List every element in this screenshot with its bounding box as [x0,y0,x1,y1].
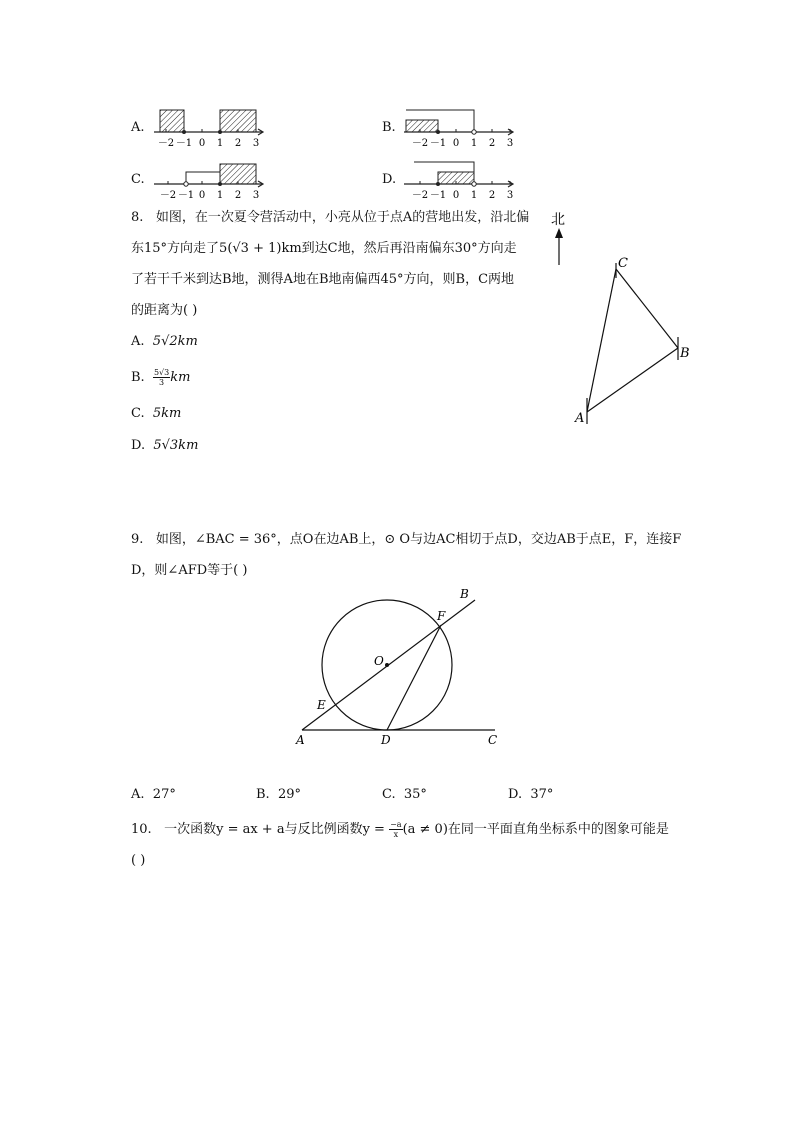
tick-label: 2 [234,190,242,201]
north-label: 北 [551,212,565,228]
option-text: 5km [152,406,182,421]
option-label: C. [131,406,145,421]
option-text: 35° [403,787,427,802]
north-arrow-icon [555,228,563,238]
q7-option-d-label: D. [382,172,397,187]
q8-figure [540,200,720,440]
q9-option-c [382,779,427,810]
q7-option-a-number-line [150,104,270,150]
point-f-label: F [437,609,446,623]
open-dot [184,182,188,186]
option-label: B. [256,787,270,802]
point-o-label: O [374,654,384,668]
unit-text: km [170,370,191,385]
tick-label: 0 [452,138,460,149]
q8-option-d [131,430,198,461]
tick-label: 0 [452,190,460,201]
fraction-numerator: −a [390,820,402,829]
tick-label: －1 [177,190,195,201]
q10-line-1 [131,814,711,845]
fraction [389,820,402,839]
point-a-label: A [296,733,305,747]
tick-label: 1 [216,190,224,201]
q8-stem [131,202,551,326]
option-text: 29° [277,787,301,802]
tick-label: 1 [216,138,224,149]
tick-label: 2 [234,138,242,149]
shaded-region [220,110,256,132]
option-label: D. [508,787,523,802]
shaded-region [406,120,438,132]
q8-line-1 [131,202,551,233]
center-dot [385,663,389,667]
open-dot [472,130,476,134]
tick-label: －2 [411,190,429,201]
q7-option-b-label: B. [382,120,396,135]
closed-dot [436,182,440,186]
q8-number: 8. [131,210,144,225]
option-label: D. [131,438,146,453]
q7-option-a-label: A. [131,120,145,135]
q9-figure [290,580,510,750]
q9-stem [131,524,701,586]
open-dot [472,182,476,186]
segment-cb [616,269,678,348]
closed-dot [218,182,222,186]
q9-option-b [256,779,301,810]
q10-text-a: 一次函数y = ax + a与反比例函数y = [164,822,390,837]
tick-label: 3 [252,138,260,149]
q8-line-2: 东15°方向走了5(√3 + 1)km到达C地，然后再沿南偏东30°方向走 [131,241,517,256]
option-label: B. [131,370,145,385]
q7-option-b-number-line [400,104,520,150]
q9-number: 9. [131,532,144,547]
segment-fd [387,625,441,730]
q10-line-2: ( ) [131,853,146,868]
q8-line-4: 的距离为( ) [131,303,198,318]
option-text: 27° [152,787,176,802]
tick-label: 1 [470,190,478,201]
option-text: 37° [530,787,554,802]
tick-label: 1 [470,138,478,149]
q8-option-b [131,362,190,393]
tick-label: 2 [488,138,496,149]
q8-option-c [131,398,181,429]
tick-label: 3 [252,190,260,201]
segment-ba [587,348,678,412]
point-b-label: B [460,587,469,601]
point-d-label: D [381,733,391,747]
option-text: 5√2km [152,334,198,349]
tick-label: 3 [506,138,514,149]
q7-option-c-number-line [150,156,270,202]
q10-number: 10. [131,822,152,837]
tick-label: 2 [488,190,496,201]
tick-label: 3 [506,190,514,201]
point-c-label: C [618,256,628,271]
q8-line-3: 了若干千米到达B地，测得A地在B地南偏西45°方向，则B，C两地 [131,272,515,287]
option-label: A. [131,787,145,802]
option-label: C. [382,787,396,802]
tick-label: －1 [175,138,193,149]
point-b-label: B [680,346,690,361]
point-a-label: A [575,411,585,426]
q8-option-a [131,326,198,357]
tick-label: －2 [157,138,175,149]
fraction-denominator: x [393,830,399,839]
tick-label: －1 [429,138,447,149]
q7-option-d-number-line [400,156,520,202]
option-label: A. [131,334,145,349]
point-e-label: E [317,698,326,712]
fraction-denominator: 3 [159,378,165,387]
point-c-label: C [488,733,498,747]
shaded-region [160,110,184,132]
tick-label: －1 [429,190,447,201]
q8-line-1-text: 如图，在一次夏令营活动中，小亮从位于点A的营地出发，沿北偏 [155,210,530,225]
tick-label: 0 [198,190,206,201]
fraction-numerator: 5√3 [153,368,170,377]
q10-text-b: (a ≠ 0)在同一平面直角坐标系中的图象可能是 [402,822,669,837]
segment-ac [587,269,616,412]
q10-stem [131,814,711,876]
q9-line-2: D，则∠AFD等于( ) [131,563,248,578]
option-text: 5√3km [153,438,199,453]
tick-label: 0 [198,138,206,149]
fraction [153,368,170,387]
q9-line-1 [131,524,701,555]
tick-label: －2 [411,138,429,149]
q9-option-d [508,779,553,810]
q9-line-1-text: 如图，∠BAC = 36°，点O在边AB上，⊙ O与边AC相切于点D，交边AB于点E，F，连接F [155,532,682,547]
tick-label: －2 [159,190,177,201]
q9-option-a [131,779,176,810]
range-bracket [186,172,220,184]
q7-option-c-label: C. [131,172,145,187]
